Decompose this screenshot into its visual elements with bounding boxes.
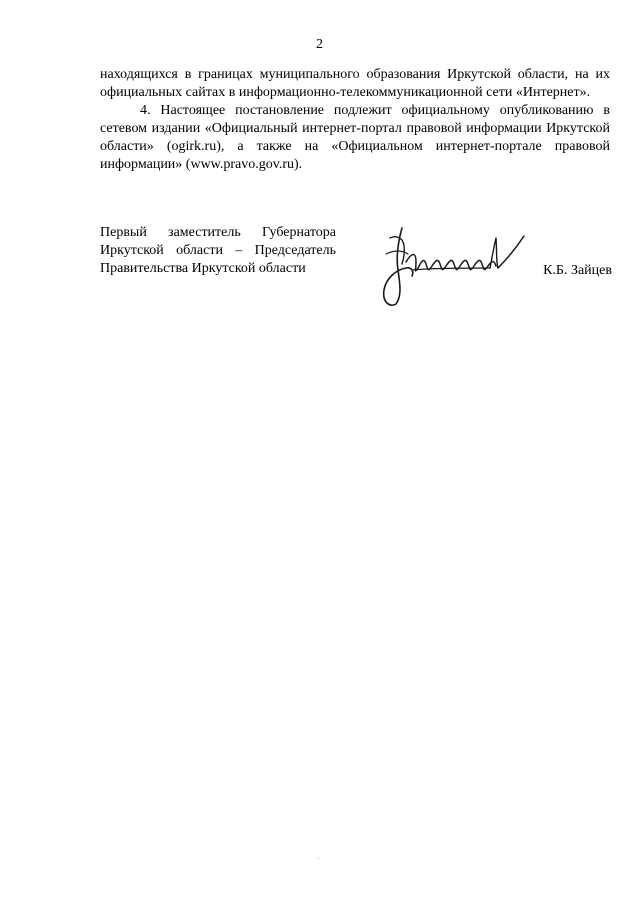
paragraph-publication: 4. Настоящее постановление подлежит официальному опубликованию в сетевом издании «Официальный интернет-портал правовой информации Иркутской области» (ogirk.ru), а также на «Официальном интернет-портале правовой информации» (www.pravo.gov.ru). (100, 103, 610, 172)
signer-name: К.Б. Зайцев (543, 263, 612, 278)
page-number: 2 (316, 37, 323, 52)
handwritten-signature-icon (372, 218, 528, 310)
scan-speck (318, 858, 319, 859)
signatory-position-line: Первый заместитель Губернатора (100, 225, 336, 240)
paragraph-continuation: находящихся в границах муниципального образования Иркутской области, на их официальных сайтах в информационно-телекоммуникационной сети «Интернет». (100, 67, 610, 100)
signatory-position-line: Иркутской области – Председатель (100, 243, 336, 258)
signatory-position (100, 224, 336, 278)
signatory-position-line: Правительства Иркутской области (100, 261, 306, 276)
document-body (100, 66, 610, 174)
